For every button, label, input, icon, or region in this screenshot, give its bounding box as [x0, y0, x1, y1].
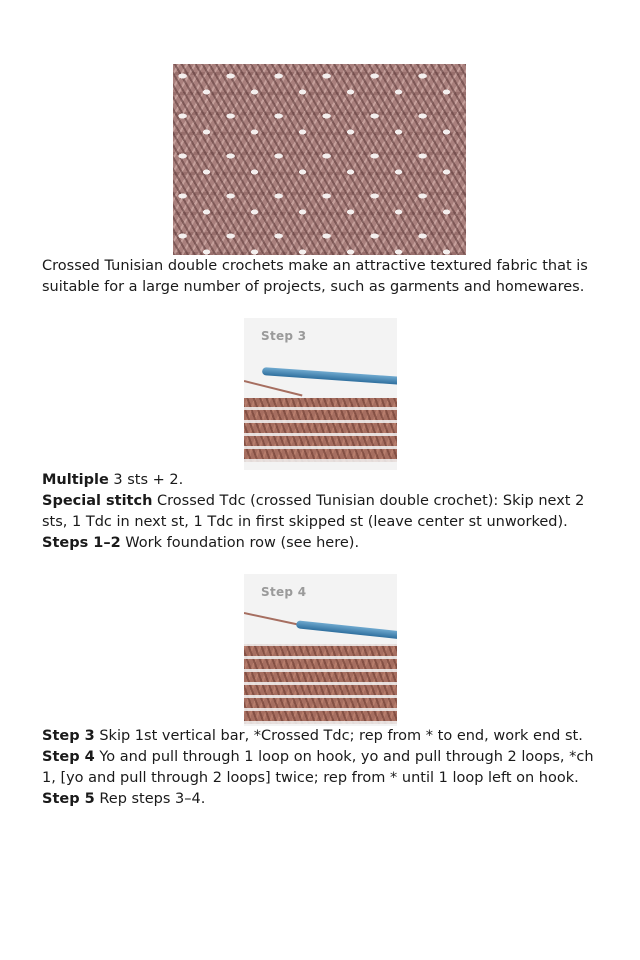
- term: Steps 1–2: [42, 535, 121, 551]
- instruction-multiple: [42, 470, 602, 491]
- definition: Rep steps 3–4.: [94, 791, 206, 807]
- term: Step 4: [42, 749, 95, 765]
- instruction-steps-1-2: [42, 533, 602, 554]
- instructions-block-1: [42, 470, 602, 554]
- term: Step 5: [42, 791, 95, 807]
- fabric-rows: [244, 644, 397, 724]
- step-3-photo: [244, 318, 397, 470]
- definition: Yo and pull through 1 loop on hook, yo and pull through 2 loops, *ch 1, [yo and pull through 2 loops] twice; rep from * until 1 loop left on hook.: [42, 749, 594, 786]
- swatch-photo: [173, 64, 466, 255]
- term: Special stitch: [42, 493, 153, 509]
- definition: 3 sts + 2.: [108, 472, 184, 488]
- instruction-step-3: [42, 726, 602, 747]
- step-4-label: Step 4: [261, 585, 307, 599]
- instruction-step-5: [42, 789, 602, 810]
- definition: Work foundation row (see here).: [120, 535, 360, 551]
- instructions-block-2: [42, 726, 602, 810]
- definition: Crossed Tdc (crossed Tunisian double crochet): Skip next 2 sts, 1 Tdc in next st, 1 Tdc in first skipped st (leave center st unworked).: [42, 493, 585, 530]
- instruction-special-stitch: [42, 491, 602, 533]
- swatch-caption: Crossed Tunisian double crochets make an attractive textured fabric that is suitable for a large number of projects, such as garments and homewares.: [42, 258, 588, 295]
- term: Step 3: [42, 728, 95, 744]
- definition: Skip 1st vertical bar, *Crossed Tdc; rep from * to end, work end st.: [94, 728, 583, 744]
- working-yarn: [244, 380, 302, 396]
- working-yarn: [244, 612, 303, 626]
- fabric-rows: [244, 398, 397, 462]
- step-3-label: Step 3: [261, 329, 307, 343]
- step-4-photo: [244, 574, 397, 726]
- term: Multiple: [42, 472, 109, 488]
- crochet-hook-icon: [262, 367, 397, 385]
- crochet-hook-icon: [296, 620, 397, 639]
- instruction-step-4: [42, 747, 602, 789]
